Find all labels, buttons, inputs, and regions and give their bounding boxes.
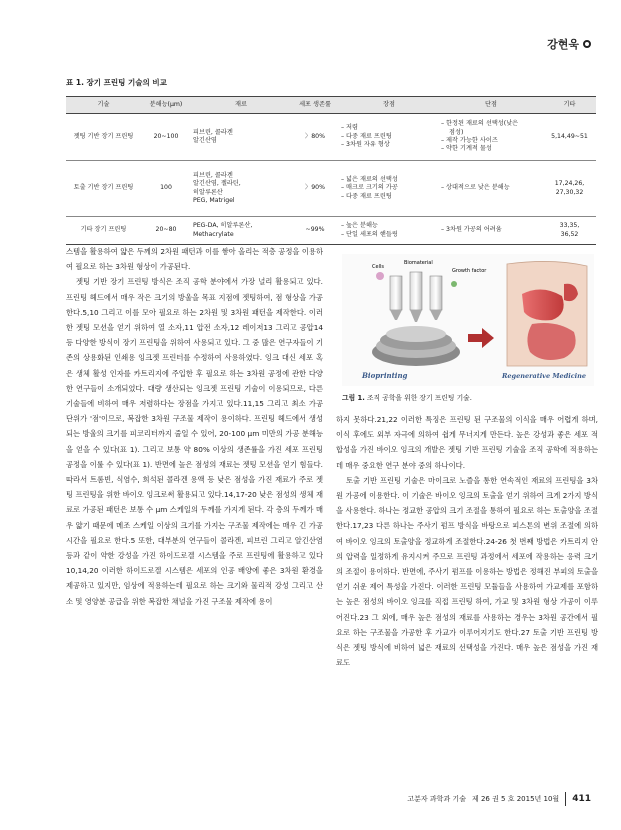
journal-name: 고분자 과학과 기술	[407, 795, 466, 803]
resolution-cell: 20~80	[141, 217, 191, 245]
paragraph: 젯팅 기반 장기 프린팅 방식은 조직 공학 분야에서 가장 널리 활용되고 있다. 프린팅 헤드에서 매우 작은 크기의 방울을 목표 지점에 젯팅하여, 점 형상을 가공한다.5,10 그리고 이를 모아 필요로 하는 2차원 및 3차원 패턴을 제작한다. 이러한 젯팅 모션을 얻기 위하여 열 소자,11 압전 소자,12 레이저13 그리고 공압14 등 다양한 방식이 장기 프린팅을 위하여 사용되고 있다. 그 중 많은 연구자들이 기존의 상용화된 인쇄용 잉크젯 프린터를 수정하여 사용하였다. 잉크 대신 세포 혹은 생체 활성 인자를 카트리지에 주입한 후 필요로 하는 3차원 공정에 관한 다양한 연구들이 소개되었다. 대량 생산되는 잉크젯 프린팅 기술이 이용되므로, 다른 기술들에 비하여 매우 저렴하다는 장점을 가지고 있다.11,15 그리고 최소 가공 단위가 '점'이므로, 복잡한 3차원 구조물 제작이 용이하다. 프린팅 헤드에서 생성되는 방울의 크기를 피코리터까지 줄일 수 있어, 20-100 μm 미만의 가공 분해능을 얻을 수 있다(표 1). 그리고 보통 약 80% 이상의 생존률을 가진 세포 프린팅 공정을 이룰 수 있다(표 1). 반면에 높은 점성의 재료는 젯팅 모션을 얻기 힘들다. 따라서 트롬빈, 식염수, 희석된 콜라겐 용액 등 낮은 점성을 가진 재료가 주로 젯팅 프린팅을 위한 바이오 잉크로써 활용되고 있다.14,17-20 낮은 점성의 생체 재료로 가공된 패턴은 보통 수 μm 스케일의 두께를 가지게 된다. 각 층의 두께가 매우 얇기 때문에 메조 스케일 이상의 크기를 가지는 구조물 제작에는 매우 긴 가공 시간을 필요로 한다.5 또한, 대부분의 연구들이 콜라겐, 피브린 그리고 알긴산염 등과 같이 약한 강성을 가진 하이드로겔 시스템을 주로 프린팅에 활용하고 있다10,14,20 이러한 하이드로겔 시스템은 세포의 인공 배양에 좋은 3차원 환경을 제공하고 있지만, 임상에 적용하는데 필요로 하는 크기와 물리적 강성 그리고 산소 및 영양분 공급을 위한 복잡한 채널을 가진 구조물 제작에 용이	[66, 277, 323, 606]
table-row	[66, 161, 596, 217]
paragraph: 토출 기반 프린팅 기술은 마이크로 노즐을 통한 연속적인 재료의 프린팅을 3차원 가공에 이용한다. 이 기술은 바이오 잉크의 토출을 얻기 위하여 크게 2가지 방식을 사용한다. 하나는 정교한 공압의 크기 조절을 통하여 필요로 하는 토출양을 조절한다.17,23 다른 하나는 주사기 펌프 방식을 바탕으로 피스톤의 변위 조절에 의하여 바이오 잉크의 토출양을 정교하게 조절한다.24-26 첫 번째 방법은 카트리지 안의 압력을 일정하게 유지시켜 주므로 프린팅 과정에서 세포에 작용하는 응력 크기의 조절이 용이하다. 반면에, 주사기 펌프를 이용하는 방법은 정해진 부피의 토출을 얻기 쉬운 제어 특성을 가진다. 이러한 프린팅 모듈들을 사용하여 가교제를 포함하는 높은 점성의 바이오 잉크를 직접 프린팅 하여, 가교 및 3차원 형상 가공이 이루어진다.23 그 외에, 매우 높은 점성의 재료를 사용하는 경우는 3차원 공간에서 필요로 하는 구조물을 가공한 후 가교가 이루어지기도 한다.27 토출 기반 프린팅 방식은 젯팅 방식에 비하여 넓은 재료의 선택성을 가진다. 매우 높은 점성을 가진 재료도	[336, 475, 598, 668]
table-row	[66, 114, 596, 161]
paragraph: 스템을 활용하여 얇은 두께의 2차원 패턴과 이를 쌓아 올리는 적층 공정을 이용하여 필요로 하는 3차원 형상이 가공된다.	[66, 247, 323, 272]
material-line: 피브린, 콜라겐	[193, 171, 233, 179]
refs-cell	[543, 217, 596, 245]
human-torso-icon	[507, 261, 587, 366]
pro-line: – 단일 세포의 핸들링	[341, 230, 398, 238]
material-line: 피브린, 콜라겐	[193, 128, 233, 136]
running-header	[547, 36, 591, 52]
tech-cell	[66, 217, 141, 245]
con-line: – 제작 가능한 사이즈	[441, 137, 498, 144]
table-header-row	[66, 97, 596, 114]
viability-cell: ~99%	[291, 217, 339, 245]
header-cell: 장점	[339, 97, 439, 114]
con-line: 점성)	[449, 128, 464, 136]
tech-cell	[66, 114, 141, 161]
resolution-cell: 100	[141, 161, 191, 217]
circle-icon	[583, 40, 591, 48]
header-cell: 기술	[66, 97, 141, 114]
header-cell: 단점	[439, 97, 543, 114]
table-caption: 표 1. 장기 프린팅 기술의 비교	[66, 78, 167, 87]
left-text-column	[66, 244, 323, 609]
pro-line: – 높은 분해능	[341, 222, 378, 230]
journal-volume: 제 26 권 5 호 2015년 10월	[471, 795, 560, 803]
cell-icon	[376, 272, 384, 280]
figure-caption-label: 그림 1.	[342, 394, 365, 402]
cons-cell	[439, 161, 543, 217]
cons-cell	[439, 114, 543, 161]
tech-text: 기타 장기 프린팅	[80, 226, 127, 234]
pro-line: – 다중 재료 프린팅	[341, 132, 392, 140]
page-footer	[407, 792, 591, 806]
header-cell: 분해능(μm)	[141, 97, 191, 114]
material-line: 알긴산염, 젤라틴,	[193, 180, 241, 188]
refs-text: 17,24,26, 27,30,32	[554, 180, 585, 196]
pro-line: – 다중 재료 프린팅	[341, 192, 392, 200]
pros-cell	[339, 114, 439, 161]
growth-factor-icon	[451, 281, 457, 287]
label-cells: Cells	[372, 264, 384, 270]
comparison-table	[66, 96, 596, 245]
syringe-icon	[390, 276, 402, 320]
pro-line: – 3차원 자유 형상	[341, 141, 390, 149]
refs-cell	[543, 161, 596, 217]
material-line: 알긴산염	[193, 137, 217, 144]
con-line: – 3차원 가공의 어려움	[441, 226, 502, 234]
right-text-column	[336, 412, 598, 670]
author-name: 강현욱	[547, 38, 579, 51]
material-line: PEG, Matrigel	[193, 196, 235, 204]
tech-cell	[66, 161, 141, 217]
liver-icon	[522, 289, 564, 320]
header-cell: 재료	[191, 97, 291, 114]
material-line: Methacrylate	[193, 230, 234, 238]
bioprinting-figure	[342, 254, 594, 386]
figure-caption	[342, 392, 472, 402]
refs-cell: 5,14,49~51	[543, 114, 596, 161]
viability-cell: 〉90%	[291, 161, 339, 217]
label-biomaterial: Biomaterial	[404, 260, 433, 266]
con-line: – 한정된 재료의 선택성(낮은	[441, 120, 519, 128]
label-regenerative-medicine: Regenerative Medicine	[502, 372, 586, 380]
pro-line: – 매크로 크기의 가공	[341, 184, 398, 192]
pro-line: – 넓은 재료의 선택성	[341, 175, 398, 183]
con-line: – 상대적으로 낮은 분해능	[441, 184, 510, 192]
tech-text: 젯팅 기반 장기 프린팅	[73, 132, 134, 140]
figure-caption-text: 조직 공학을 위한 장기 프린팅 기술.	[366, 394, 472, 402]
viability-cell: 〉80%	[291, 114, 339, 161]
header-cell: 세포 생존률	[291, 97, 339, 114]
pros-cell	[339, 161, 439, 217]
materials-cell	[191, 161, 291, 217]
refs-text: 33,35, 36,52	[559, 222, 580, 238]
label-growth-factor: Growth factor	[452, 268, 487, 274]
syringe-icon	[430, 276, 442, 320]
page-number: 411	[572, 794, 591, 804]
materials-cell	[191, 114, 291, 161]
table-row	[66, 217, 596, 245]
tech-text: 토출 기반 장기 프린팅	[73, 184, 134, 192]
header-cell: 기타	[543, 97, 596, 114]
cons-cell	[439, 217, 543, 245]
pros-cell	[339, 217, 439, 245]
paragraph: 하지 못하다.21,22 이러한 특징은 프린팅 된 구조물의 이식을 매우 어렵게 하며, 이식 후에도 외부 자극에 의하여 쉽게 무너지게 만든다. 높은 강성과 좋은 세포 적합성을 가진 바이오 잉크의 개발은 젯팅 기반 프린팅 기술을 조직 공학에 적용하는데 매우 중요한 연구 분야 중의 하나이다.	[336, 415, 598, 470]
material-line: PEG-DA, 히알루론산,	[193, 222, 253, 230]
con-line: – 약한 기계적 물성	[441, 145, 492, 153]
label-bioprinting: Bioprinting	[362, 371, 408, 380]
resolution-cell: 20~100	[141, 114, 191, 161]
material-line: 히알루론산	[193, 188, 223, 196]
footer-divider	[565, 792, 566, 806]
materials-cell	[191, 217, 291, 245]
pro-line: – 저렴	[341, 124, 359, 132]
